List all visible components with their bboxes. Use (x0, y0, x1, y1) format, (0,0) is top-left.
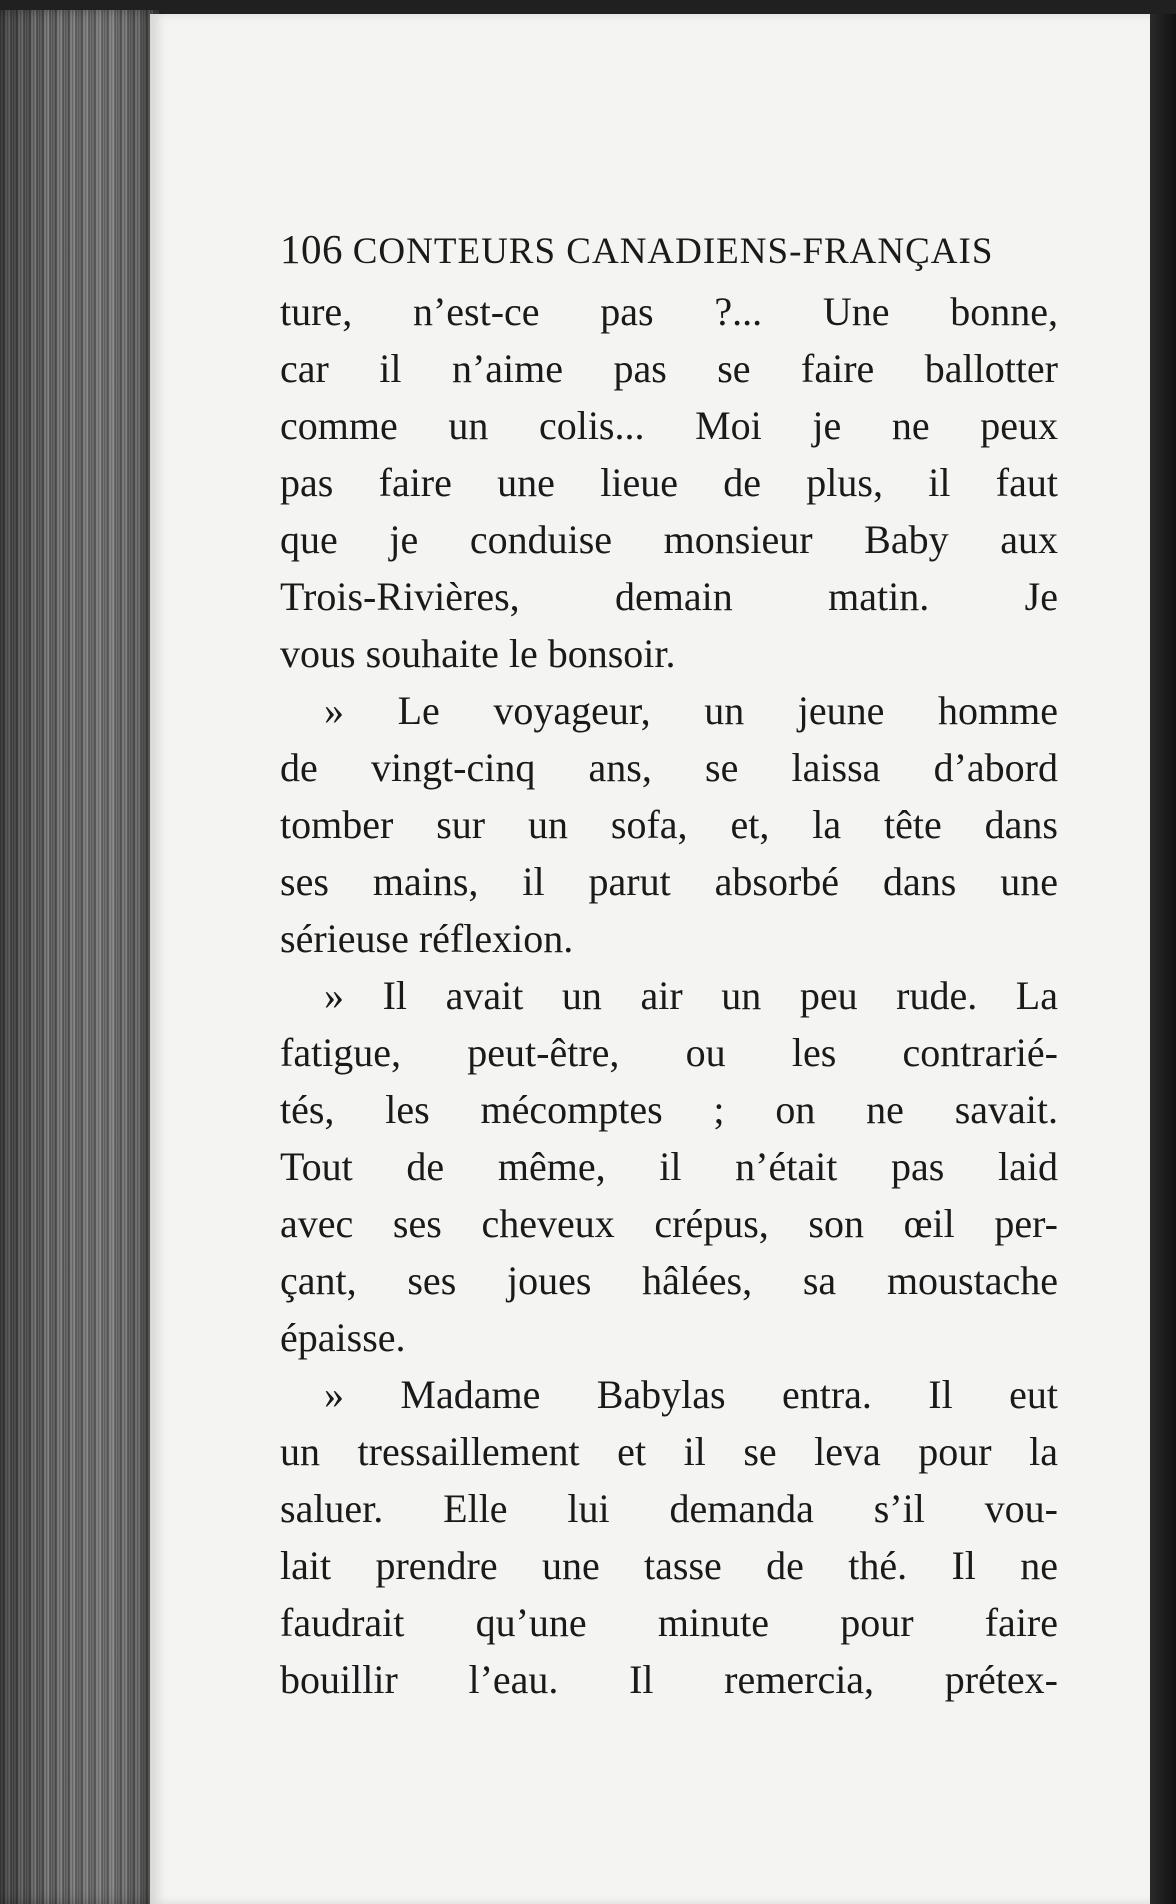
text-line: fatigue, peut-être, ou les contrarié- (280, 1030, 1058, 1075)
text-line: comme un colis... Moi je ne peux (280, 403, 1058, 448)
text-line: car il n’aime pas se faire ballotter (280, 346, 1058, 391)
text-line: ses mains, il parut absorbé dans une (280, 859, 1058, 904)
text-line: » Le voyageur, un jeune homme (324, 688, 1058, 733)
text-line: tomber sur un sofa, et, la tête dans (280, 802, 1058, 847)
text-line: Tout de même, il n’était pas laid (280, 1144, 1058, 1189)
text-line: de vingt-cinq ans, se laissa d’abord (280, 745, 1058, 790)
text-line: que je conduise monsieur Baby aux (280, 517, 1058, 562)
text-line: vous souhaite le bonsoir. (280, 631, 676, 676)
text-line: pas faire une lieue de plus, il faut (280, 460, 1058, 505)
text-line: » Madame Babylas entra. Il eut (324, 1372, 1058, 1417)
running-head-title: CONTEURS CANADIENS-FRANÇAIS (352, 231, 994, 272)
text-line: saluer. Elle lui demanda s’il vou- (280, 1486, 1058, 1531)
text-line: bouillir l’eau. Il remercia, prétex- (280, 1657, 1058, 1702)
text-line: faudrait qu’une minute pour faire (280, 1600, 1058, 1645)
text-line: épaisse. (280, 1315, 406, 1360)
text-line: un tressaillement et il se leva pour la (280, 1429, 1058, 1474)
page-right-edge (1150, 14, 1176, 1904)
text-line: avec ses cheveux crépus, son œil per- (280, 1201, 1058, 1246)
running-head (280, 224, 1058, 277)
text-line: » Il avait un air un peu rude. La (324, 973, 1058, 1018)
text-line: ture, n’est-ce pas ?... Une bonne, (280, 289, 1058, 334)
text-line: tés, les mécomptes ; on ne savait. (280, 1087, 1058, 1132)
page-number: 106 (280, 226, 343, 272)
book-page-edges (0, 10, 160, 1904)
text-line: lait prendre une tasse de thé. Il ne (280, 1543, 1058, 1588)
text-line: Trois-Rivières, demain matin. Je (280, 574, 1058, 619)
page-text-block (280, 224, 1058, 1708)
text-line: sérieuse réflexion. (280, 916, 574, 961)
page-sheet (150, 14, 1150, 1904)
text-line: çant, ses joues hâlées, sa moustache (280, 1258, 1058, 1303)
